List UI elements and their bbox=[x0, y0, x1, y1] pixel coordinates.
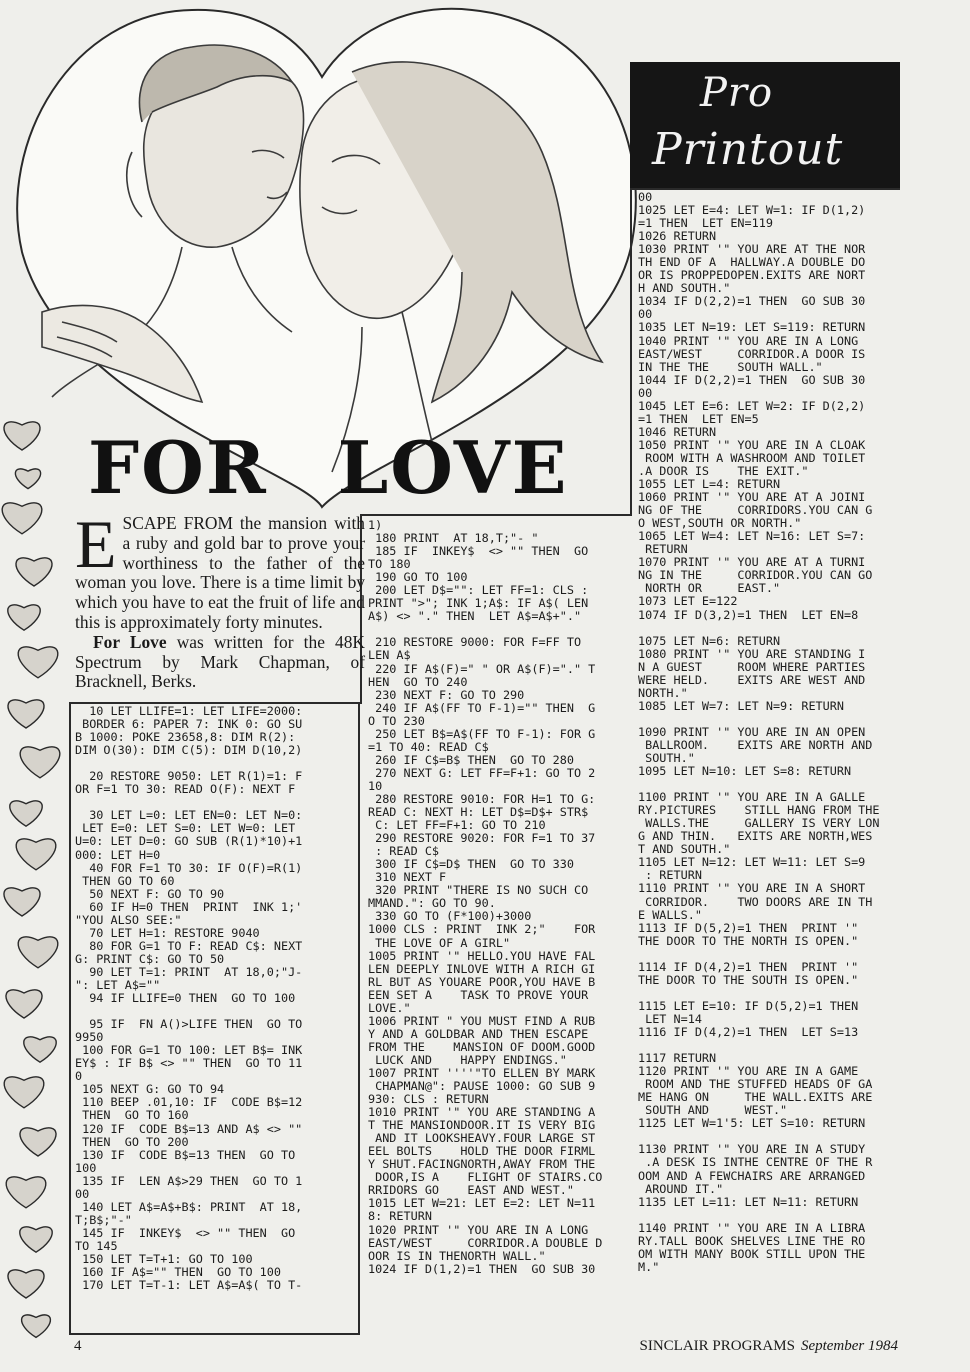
code-line: NG IN THE CORRIDOR.YOU CAN GO bbox=[638, 568, 873, 583]
heart-icon bbox=[16, 839, 56, 870]
intro-bold-title: For Love bbox=[93, 631, 167, 652]
code-line: TO 145 bbox=[75, 1238, 118, 1253]
code-line: SOUTH." bbox=[638, 751, 695, 766]
issue-date: September 1984 bbox=[800, 1338, 898, 1354]
code-line: 1030 PRINT '" YOU ARE AT THE NOR bbox=[638, 242, 866, 257]
heart-icon bbox=[22, 1315, 51, 1338]
code-line: THE LOVE OF A GIRL" bbox=[368, 935, 511, 950]
intro-text-2: was written for the 48K Spectrum by Mark Chapman, of Bracknell, Berks. bbox=[75, 631, 365, 692]
code-line: LET E=0: LET S=0: LET W=0: LET bbox=[75, 821, 296, 836]
code-line: 1040 PRINT '" YOU ARE IN A LONG bbox=[638, 333, 859, 348]
code-line: LEN DEEPLY INLOVE WITH A RICH GI bbox=[368, 961, 596, 976]
code-line: 1045 LET E=6: LET W=2: IF D(2,2) bbox=[638, 398, 866, 413]
code-line: 1006 PRINT " YOU MUST FIND A RUB bbox=[368, 1013, 596, 1028]
code-line: EY$ : IF B$ <> "" THEN GO TO 11 bbox=[75, 1056, 303, 1071]
code-line: 1024 IF D(1,2)=1 THEN GO SUB 30 bbox=[368, 1261, 596, 1276]
code-line: 260 IF C$=B$ THEN GO TO 280 bbox=[368, 752, 574, 767]
col3-top-rule bbox=[630, 188, 900, 190]
code-line: 240 IF A$(FF TO F-1)="" THEN G bbox=[368, 700, 596, 715]
code-line: 300 IF C$=D$ THEN GO TO 330 bbox=[368, 857, 574, 872]
listing-column-1 bbox=[75, 705, 302, 1292]
code-line: 185 IF INKEY$ <> "" THEN GO bbox=[368, 544, 589, 559]
code-line: EEL BOLTS HOLD THE DOOR FIRML bbox=[368, 1144, 596, 1159]
code-line: 1080 PRINT '" YOU ARE STANDING I bbox=[638, 646, 866, 661]
code-line: =1 TO 40: READ C$ bbox=[368, 739, 489, 754]
code-line: 1050 PRINT '" YOU ARE IN A CLOAK bbox=[638, 437, 866, 452]
code-line: 150 LET T=T+1: GO TO 100 bbox=[75, 1251, 253, 1266]
code-line: 00 bbox=[75, 1186, 90, 1201]
heart-icon bbox=[10, 801, 42, 826]
code-line: "YOU ALSO SEE:" bbox=[75, 912, 182, 927]
code-line: RL BUT AS YOUARE POOR,YOU HAVE B bbox=[368, 974, 596, 989]
code-line: 320 PRINT "THERE IS NO SUCH CO bbox=[368, 883, 589, 898]
code-line: 80 FOR G=1 TO F: READ C$: NEXT bbox=[75, 938, 303, 953]
code-line: 1035 LET N=19: LET S=119: RETURN bbox=[638, 320, 866, 335]
code-line: 1140 PRINT '" YOU ARE IN A LIBRA bbox=[638, 1220, 866, 1235]
code-line: B 1000: POKE 23658,8: DIM R(2): bbox=[75, 730, 296, 745]
code-line: 1115 LET E=10: IF D(5,2)=1 THEN bbox=[638, 998, 859, 1013]
code-line: NORTH." bbox=[638, 685, 688, 700]
article-intro bbox=[75, 506, 365, 692]
code-line: 105 NEXT G: GO TO 94 bbox=[75, 1082, 225, 1097]
code-line: THE DOOR TO THE NORTH IS OPEN." bbox=[638, 933, 859, 948]
code-line: U=0: LET D=0: GO SUB (R(1)*10)+1 bbox=[75, 834, 303, 849]
code-line: 140 LET A$=A$+B$: PRINT AT 18, bbox=[75, 1199, 303, 1214]
code-line: 1135 LET L=11: LET N=11: RETURN bbox=[638, 1194, 859, 1209]
code-line: A$) <> "." THEN LET A$=A$+"." bbox=[368, 609, 582, 624]
heart-icon bbox=[6, 1177, 46, 1208]
code-line: 1010 PRINT '" YOU ARE STANDING A bbox=[368, 1105, 596, 1120]
code-line: 1026 RETURN bbox=[638, 229, 717, 244]
code-line: 00 bbox=[638, 307, 653, 322]
code-line: 1113 IF D(5,2)=1 THEN PRINT '" bbox=[638, 920, 859, 935]
code-line: .A DESK IS INTHE CENTRE OF THE R bbox=[638, 1155, 873, 1170]
code-line: ROOM AND THE STUFFED HEADS OF GA bbox=[638, 1077, 873, 1092]
heart-icon bbox=[4, 422, 40, 450]
heart-border bbox=[0, 418, 75, 1348]
heart-icon bbox=[16, 558, 52, 586]
code-line: 90 LET T=1: PRINT AT 18,0;"J- bbox=[75, 964, 303, 979]
code-line: O WEST,SOUTH OR NORTH." bbox=[638, 516, 802, 531]
code-line: THEN GO TO 160 bbox=[75, 1108, 189, 1123]
intro-text-1: SCAPE FROM the mansion with a ruby and gold bar to prove your worthiness to the father of the woman you love. There is a time limit by which you have to eat the fruit of life and this is approximately forty minutes. bbox=[75, 513, 365, 632]
code-line: 250 LET B$=A$(FF TO F-1): FOR G bbox=[368, 726, 596, 741]
code-line: 145 IF INKEY$ <> "" THEN GO bbox=[75, 1225, 296, 1240]
code-line: =1 THEN LET EN=119 bbox=[638, 216, 773, 231]
code-line: THE DOOR TO THE SOUTH IS OPEN." bbox=[638, 972, 859, 987]
code-line: PRINT ">"; INK 1;A$: IF A$( LEN bbox=[368, 596, 589, 611]
code-line: 170 LET T=T-1: LET A$=A$( TO T- bbox=[75, 1278, 303, 1293]
title-word-love: LOVE bbox=[337, 425, 569, 510]
code-line: 10 LET LLIFE=1: LET LIFE=2000: bbox=[75, 704, 303, 718]
code-line: 1007 PRINT ''''"TO ELLEN BY MARK bbox=[368, 1065, 596, 1080]
drop-cap: E bbox=[75, 506, 117, 582]
intro-paragraph-1 bbox=[75, 506, 365, 633]
code-line: C: LET FF=F+1: GO TO 210 bbox=[368, 818, 546, 833]
code-line: T THE MANSIONDOOR.IT IS VERY BIG bbox=[368, 1118, 596, 1133]
code-line: : READ C$ bbox=[368, 844, 440, 859]
article-title bbox=[88, 425, 569, 510]
intro-paragraph-2 bbox=[75, 633, 365, 692]
code-line: CORRIDOR. TWO DOORS ARE IN TH bbox=[638, 894, 873, 909]
code-line: WALLS.THE GALLERY IS VERY LON bbox=[638, 816, 880, 831]
code-line: 220 IF A$(F)=" " OR A$(F)="." T bbox=[368, 661, 596, 676]
code-line: 94 IF LLIFE=0 THEN GO TO 100 bbox=[75, 991, 296, 1006]
code-line: Y SHUT.FACINGNORTH,AWAY FROM THE bbox=[368, 1157, 596, 1172]
code-line: 290 RESTORE 9020: FOR F=1 TO 37 bbox=[368, 831, 596, 846]
code-line: 1120 PRINT '" YOU ARE IN A GAME bbox=[638, 1064, 859, 1079]
code-line: OOR IS IN THENORTH WALL." bbox=[368, 1248, 546, 1263]
code-line: NORTH OR EAST." bbox=[638, 581, 781, 596]
code-line: SOUTH AND WEST." bbox=[638, 1103, 788, 1118]
code-line bbox=[638, 622, 879, 635]
code-line: 40 FOR F=1 TO 30: IF O(F)=R(1) bbox=[75, 860, 303, 875]
code-line: AND IT LOOKSHEAVY.FOUR LARGE ST bbox=[368, 1131, 596, 1146]
pro-printout-logo bbox=[630, 62, 900, 188]
heart-icon bbox=[4, 1077, 44, 1108]
code-line: 1110 PRINT '" YOU ARE IN A SHORT bbox=[638, 881, 866, 896]
code-line: 120 IF CODE B$=13 AND A$ <> "" bbox=[75, 1121, 303, 1136]
code-line: 1073 LET E=122 bbox=[638, 594, 738, 609]
code-line: 70 LET H=1: RESTORE 9040 bbox=[75, 925, 260, 940]
code-line: DOOR,IS A FLIGHT OF STAIRS.CO bbox=[368, 1170, 603, 1185]
heart-icon bbox=[20, 1227, 52, 1252]
heart-icon bbox=[4, 888, 40, 916]
code-line: OR F=1 TO 30: READ O(F): NEXT F bbox=[75, 782, 296, 797]
code-line: TH END OF A HALLWAY.A DOUBLE DO bbox=[638, 255, 866, 270]
logo-line-1: Pro bbox=[700, 70, 774, 116]
code-line: 1090 PRINT '" YOU ARE IN AN OPEN bbox=[638, 724, 866, 739]
heart-icon bbox=[8, 700, 44, 728]
code-line: : RETURN bbox=[638, 868, 702, 883]
code-line: 8: RETURN bbox=[368, 1209, 432, 1224]
code-line: 280 RESTORE 9010: FOR H=1 TO G: bbox=[368, 791, 596, 806]
code-line: 0 bbox=[75, 1069, 83, 1084]
code-line: .A DOOR IS THE EXIT." bbox=[638, 463, 809, 478]
code-line bbox=[638, 948, 879, 961]
code-line: 10 bbox=[368, 778, 383, 793]
code-line: 210 RESTORE 9000: FOR F=FF TO bbox=[368, 635, 582, 650]
code-line: 1065 LET W=4: LET N=16: LET S=7: bbox=[638, 529, 866, 544]
code-line: LOVE." bbox=[368, 1000, 411, 1015]
code-line: 100 bbox=[75, 1160, 97, 1175]
code-line: ROOM WITH A WASHROOM AND TOILET bbox=[638, 450, 866, 465]
code-line: T AND SOUTH." bbox=[638, 842, 731, 857]
code-line: LUCK AND HAPPY ENDINGS." bbox=[368, 1052, 567, 1067]
code-line: H AND SOUTH." bbox=[638, 281, 731, 296]
title-word-for: FOR bbox=[88, 425, 268, 510]
code-line: 20 RESTORE 9050: LET R(1)=1: F bbox=[75, 769, 303, 784]
code-line: 1117 RETURN bbox=[638, 1051, 717, 1066]
code-line: HEN GO TO 240 bbox=[368, 674, 468, 689]
code-line: NG OF THE CORRIDORS.YOU CAN G bbox=[638, 503, 873, 518]
code-line: LET N=14 bbox=[638, 1011, 702, 1026]
code-line: 95 IF FN A()>LIFE THEN GO TO bbox=[75, 1017, 303, 1032]
code-line: EAST/WEST CORRIDOR.A DOUBLE D bbox=[368, 1235, 603, 1250]
heart-icon bbox=[20, 1128, 56, 1156]
code-line: 110 BEEP .01,10: IF CODE B$=12 bbox=[75, 1095, 303, 1110]
code-line: 50 NEXT F: GO TO 90 bbox=[75, 886, 225, 901]
code-line: 00 bbox=[638, 190, 653, 204]
code-line: THEN GO TO 60 bbox=[75, 873, 175, 888]
code-line: WERE HELD. EXITS ARE WEST AND bbox=[638, 672, 866, 687]
code-line: 160 IF A$="" THEN GO TO 100 bbox=[75, 1265, 281, 1280]
code-line: 1085 LET W=7: LET N=9: RETURN bbox=[638, 698, 844, 713]
code-line: 180 PRINT AT 18,T;"- " bbox=[368, 531, 539, 546]
code-line: TO 180 bbox=[368, 557, 411, 572]
code-line: N A GUEST ROOM WHERE PARTIES bbox=[638, 659, 866, 674]
code-line bbox=[638, 713, 879, 726]
code-line: 200 LET D$="": LET FF=1: CLS : bbox=[368, 583, 589, 598]
code-line: 1100 PRINT '" YOU ARE IN A GALLE bbox=[638, 790, 866, 805]
code-line: EEN SET A TASK TO PROVE YOUR bbox=[368, 987, 589, 1002]
code-line: IN THE THE SOUTH WALL." bbox=[638, 359, 823, 374]
code-line: 310 NEXT F bbox=[368, 870, 447, 885]
code-line: 230 NEXT F: GO TO 290 bbox=[368, 687, 525, 702]
code-line: 1046 RETURN bbox=[638, 424, 717, 439]
code-line: 1060 PRINT '" YOU ARE AT A JOINI bbox=[638, 490, 866, 505]
code-line: 330 GO TO (F*100)+3000 bbox=[368, 909, 532, 924]
code-line: 1005 PRINT '" HELLO.YOU HAVE FAL bbox=[368, 948, 596, 963]
listing-column-2 bbox=[368, 519, 602, 1276]
code-line: 1044 IF D(2,2)=1 THEN GO SUB 30 bbox=[638, 372, 866, 387]
heart-icon bbox=[20, 747, 60, 778]
code-line: FROM THE MANSION OF DOOM.GOOD bbox=[368, 1039, 596, 1054]
code-line: BORDER 6: PAPER 7: INK 0: GO SU bbox=[75, 717, 303, 732]
code-line: M." bbox=[638, 1259, 660, 1274]
code-line: OM WITH MANY BOOK STILL UPON THE bbox=[638, 1246, 866, 1261]
code-line: 1055 LET L=4: RETURN bbox=[638, 477, 781, 492]
code-line: RY.PICTURES STILL HANG FROM THE bbox=[638, 803, 880, 818]
code-line: 135 IF LEN A$>29 THEN GO TO 1 bbox=[75, 1173, 303, 1188]
code-line: 1075 LET N=6: RETURN bbox=[638, 633, 781, 648]
code-line: ME HANG ON THE WALL.EXITS ARE bbox=[638, 1090, 873, 1105]
code-line: READ C: NEXT H: LET D$=D$+ STR$ bbox=[368, 805, 589, 820]
code-line: 930: CLS : RETURN bbox=[368, 1092, 489, 1107]
heart-icon bbox=[8, 1270, 44, 1298]
code-line: 1) bbox=[368, 518, 383, 532]
code-line: OR IS PROPPEDOPEN.EXITS ARE NORT bbox=[638, 268, 866, 283]
code-line: 270 NEXT G: LET FF=F+1: GO TO 2 bbox=[368, 765, 596, 780]
code-line: EAST/WEST CORRIDOR.A DOOR IS bbox=[638, 346, 866, 361]
heart-icon bbox=[2, 503, 42, 534]
code-line: DIM O(30): DIM C(5): DIM D(10,2) bbox=[75, 743, 303, 758]
col2-top-rule bbox=[360, 514, 632, 516]
code-line: 00 bbox=[638, 385, 653, 400]
heart-icon bbox=[18, 647, 58, 678]
code-line: 1015 LET W=21: LET E=2: LET N=11 bbox=[368, 1196, 596, 1211]
code-line: THEN GO TO 200 bbox=[75, 1134, 189, 1149]
code-line: 1025 LET E=4: LET W=1: IF D(1,2) bbox=[638, 203, 866, 218]
logo-line-2: Printout bbox=[652, 124, 844, 175]
code-line: 1020 PRINT '" YOU ARE IN A LONG bbox=[368, 1222, 589, 1237]
code-line: RRIDORS GO EAST AND WEST." bbox=[368, 1183, 574, 1198]
code-line: O TO 230 bbox=[368, 713, 425, 728]
code-line: 130 IF CODE B$=13 THEN GO TO bbox=[75, 1147, 296, 1162]
code-line: 60 IF H=0 THEN PRINT INK 1;' bbox=[75, 899, 303, 914]
code-line: 1070 PRINT '" YOU ARE AT A TURNI bbox=[638, 555, 866, 570]
code-line: RETURN bbox=[638, 542, 688, 557]
code-line: 1130 PRINT '" YOU ARE IN A STUDY bbox=[638, 1142, 866, 1157]
code-line: 1116 IF D(4,2)=1 THEN LET S=13 bbox=[638, 1025, 859, 1039]
page-number: 4 bbox=[74, 1338, 82, 1354]
code-line: 1095 LET N=10: LET S=8: RETURN bbox=[638, 764, 852, 779]
heart-icon bbox=[8, 605, 40, 630]
code-line: AROUND IT." bbox=[638, 1181, 724, 1196]
code-line: 190 GO TO 100 bbox=[368, 570, 468, 585]
code-line: 1000 CLS : PRINT INK 2;" FOR bbox=[368, 922, 596, 937]
code-line: MMAND.": GO TO 90. bbox=[368, 896, 496, 911]
code-line: RY.TALL BOOK SHELVES LINE THE RO bbox=[638, 1233, 866, 1248]
code-line: OOM AND A FEWCHAIRS ARE ARRANGED bbox=[638, 1168, 866, 1183]
magazine-name: SINCLAIR PROGRAMS bbox=[639, 1338, 795, 1354]
col3-left-rule bbox=[630, 188, 632, 515]
code-line: E WALLS." bbox=[638, 907, 702, 922]
code-line: ": LET A$="" bbox=[75, 977, 161, 992]
code-line: 1114 IF D(4,2)=1 THEN PRINT '" bbox=[638, 959, 859, 974]
code-line bbox=[638, 1209, 879, 1222]
heart-icon bbox=[18, 937, 58, 968]
code-line: T;B$;"-" bbox=[75, 1212, 132, 1227]
code-line: G: PRINT C$: GO TO 50 bbox=[75, 951, 225, 966]
heart-icon bbox=[6, 990, 42, 1018]
code-line: 000: LET H=0 bbox=[75, 847, 161, 862]
code-line: 1125 LET W=1'5: LET S=10: RETURN bbox=[638, 1116, 866, 1131]
listing-column-3 bbox=[638, 191, 879, 1274]
code-line: 1105 LET N=12: LET W=11: LET S=9 bbox=[638, 855, 866, 870]
heart-icon bbox=[15, 469, 40, 489]
code-line: CHAPMAN@": PAUSE 1000: GO SUB 9 bbox=[368, 1079, 596, 1094]
code-line: 30 LET L=0: LET EN=0: LET N=0: bbox=[75, 808, 303, 823]
heart-icon bbox=[24, 1037, 56, 1062]
code-line: 1034 IF D(2,2)=1 THEN GO SUB 30 bbox=[638, 294, 866, 309]
code-line: Y AND A GOLDBAR AND THEN ESCAPE bbox=[368, 1026, 589, 1041]
code-line: 100 FOR G=1 TO 100: LET B$= INK bbox=[75, 1043, 303, 1058]
code-line: =1 THEN LET EN=5 bbox=[638, 411, 759, 426]
code-line: BALLROOM. EXITS ARE NORTH AND bbox=[638, 737, 873, 752]
footer-credit bbox=[639, 1338, 898, 1355]
code-line: 1074 IF D(3,2)=1 THEN LET EN=8 bbox=[638, 607, 859, 622]
code-line: G AND THIN. EXITS ARE NORTH,WES bbox=[638, 829, 873, 844]
code-line: 9950 bbox=[75, 1030, 104, 1045]
code-line: LEN A$ bbox=[368, 648, 411, 663]
code-line bbox=[638, 987, 879, 1000]
